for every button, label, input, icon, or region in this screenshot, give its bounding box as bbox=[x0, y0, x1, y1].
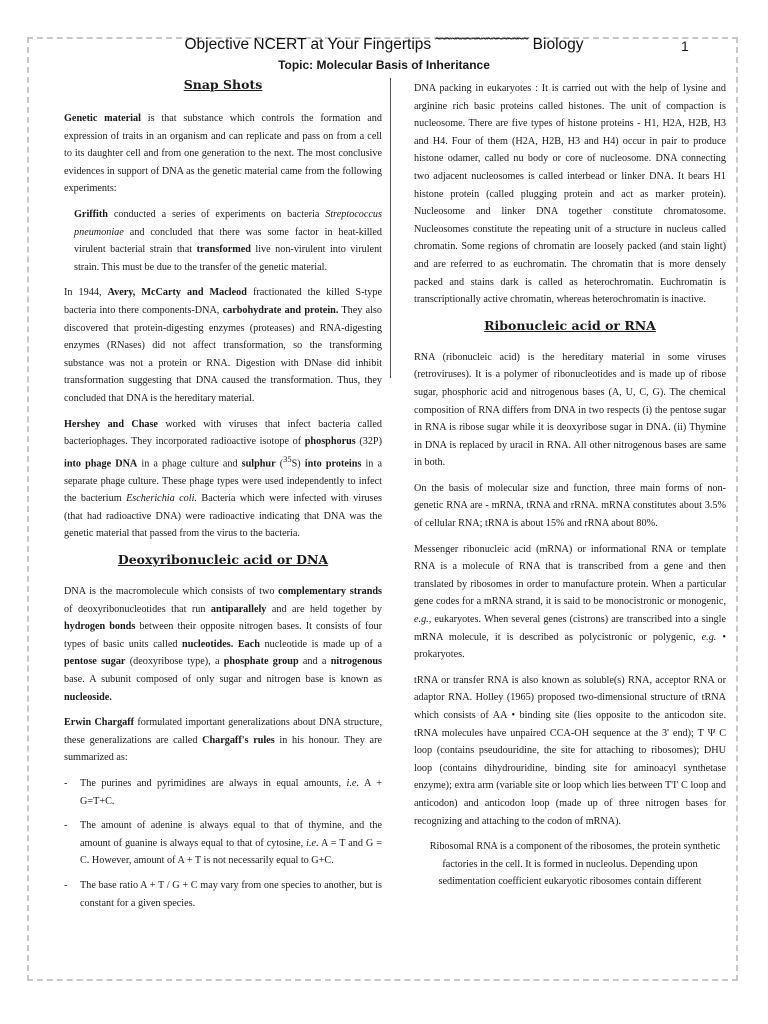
chargaff-paragraph: Erwin Chargaff formulated important generalizations about DNA structure, these generalizations are called Chargaff's rules in his honour. They are summarized as: bbox=[64, 717, 382, 764]
list-item: - The amount of adenine is always equal to that of thymine, and the amount of guanine is always equal to that of cytosine, i.e. A = T and G = C. However, amount of A + T is not necessarily equal to G+C. bbox=[64, 817, 382, 870]
dna-heading: Deoxyribonucleic acid or DNA bbox=[117, 552, 329, 568]
mrna-paragraph: Messenger ribonucleic acid (mRNA) or informational RNA or template RNA is a molecule of RNA that is transcribed from a gene and then translated by ribosomes in order to manufacture protein. When a particular gene codes for a mRNA strand, it is said to be monocistronic or monogenic, e.g., eukaryotes. When several genes (cistrons) are transcribed into a single mRNA molecule, it is described as polycistronic or polygenic, e.g. • prokaryotes. bbox=[414, 543, 726, 661]
right-column bbox=[414, 80, 726, 899]
chargaff-rules-list bbox=[64, 775, 382, 912]
griffith-paragraph: Griffith conducted a series of experiments on bacteria Streptococcus pneumoniae and concluded that there was some factor in heat-killed virulent bacterial strain that transformed live non-virulent into virulent strain. This must be due to the transfer of the genetic material. bbox=[74, 208, 382, 273]
rrna-paragraph: Ribosomal RNA is a component of the ribosomes, the protein synthetic factories in the cell. It is formed in nucleolus. Depending upon sedimentation coefficient eukaryotic ribosomes contain different bbox=[429, 841, 721, 888]
page-number: 1 bbox=[681, 38, 689, 54]
rna-heading: Ribonucleic acid or RNA bbox=[484, 317, 656, 333]
trna-paragraph: tRNA or transfer RNA is also known as soluble(s) RNA, acceptor RNA or adaptor RNA. Holley (1965) proposed two-dimensional structure of tRNA which consists of AA • binding site (lies opposite to the anticodon site. tRNA molecules have unpaired CCA-OH sequence at the 3' end); T Ψ C loop (contains pseudouridine, the site for attaching to ribosomes); DHU loop (contains dihydrouridine, binding site for aminoacyl synthetase enzyme); extra arm (variable site or loop which lies between T'I' C loop and anticodon) and anticodon loop (made up of three nitrogen bases for recognizing and attaching to the codon of mRNA). bbox=[414, 674, 726, 827]
left-column bbox=[64, 74, 382, 919]
list-item: - The base ratio A + T / G + C may vary from one species to another, but is constant for a given species. bbox=[64, 877, 382, 912]
avery-paragraph: In 1944, Avery, McCarty and Macleod fractionated the killed S-type bacteria into there components-DNA, carbohydrate and protein. They also discovered that protein-digesting enzymes (proteases) and RNA-digesting enzymes (RNases) did not affect transformation, so the transforming substance was not a protein or RNA. Digestion with DNase did inhibit transformation suggesting that DNA caused the transformation. Thus, they concluded that DNA is the hereditary material. bbox=[64, 287, 383, 404]
genetic-material-term: Genetic material bbox=[64, 113, 141, 124]
genetic-material-paragraph: Genetic material is that substance which controls the formation and expression of traits in an organism and can replicate and pass on from a cell to its daughter cell and from one generation to the next. The most conclusive evidences in support of DNA as the genetic material came from the following experiments: bbox=[64, 113, 382, 195]
topic-heading: Topic: Molecular Basis of Inheritance bbox=[278, 58, 490, 72]
snap-shots-heading: Snap Shots bbox=[183, 77, 263, 92]
dna-paragraph: DNA is the macromolecule which consists of two complementary strands of deoxyribonucleotides that run antiparallely and are held together by hydrogen bonds between their opposite nitrogen bases. It consists of four types of basic units called nucleotides. Each nucleotide is made up of a pentose sugar (deoxyribose type), a phosphate group and a nitrogenous base. A subunit composed of only sugar and nitrogen base is known as nucleoside. bbox=[64, 586, 383, 703]
dna-packing-paragraph: DNA packing in eukaryotes : It is carried out with the help of lysine and arginine rich basic proteins called histones. The unit of compaction is nucleosome. There are five types of histone proteins - H1, H2A, H2B, H3 and H4. Four of them (H2A, H2B, H3 and H4) occur in pair to produce histone odamer, called nu body or core of nucleosome. DNA connecting two adjacent nucleosomes is called interbead or linker DNA. It bears H1 histone protein (called plugging protein and act as marker protein). Nucleosome and linker DNA together constitute chromatosome. Nucleosomes constitute the repeating unit of a structure in nucleus called chromatin. Some regions of chromatin are loosely packed (and stain light) and are referred to as euchromatin. The chromatin that is more densely packed and stains dark is called as heterochromatin. Euchromatin is transcriptionally active chromatin, whereas heterochromatin is inactive. bbox=[414, 83, 726, 306]
rna-forms-paragraph: On the basis of molecular size and function, three main forms of non-genetic RNA are - mRNA, tRNA and rRNA. mRNA constitutes about 3.5% of cellular RNA; tRNA is about 15% and rRNA about 80%. bbox=[414, 482, 726, 530]
book-title: Objective NCERT at Your Fingertips ˜˜˜˜˜˜˜˜˜˜˜˜˜˜˜˜˜˜ Biology bbox=[184, 36, 584, 53]
hershey-chase-paragraph: Hershey and Chase worked with viruses that infect bacteria called bacteriophages. They incorporated radioactive isotope of phosphorus (32P) into phage DNA in a phage culture and sulphur ($^{35}$S) into proteins in a separate phage culture. These phage types were used independently to infect the bacterium Escherichia coli. Bacteria which were infected with viruses (that had radioactive DNA) were radioactive indicating that DNA was the genetic material that passed from the virus to the bacteria. bbox=[64, 418, 383, 540]
rna-paragraph: RNA (ribonucleic acid) is the hereditary material in some viruses (retroviruses). It is a polymer of ribonucleotides and is made up of ribose sugar, phosphoric acid and nitrogenous bases (A, U, C, G). The chemical composition of RNA differs from DNA in two respects (i) the pentose sugar in RNA is ribose sugar while it is deoxyribose sugar in DNA. (ii) Thymine in DNA is replaced by uracil in RNA. All other nitrogenous bases are same in both. bbox=[414, 351, 726, 469]
column-divider bbox=[390, 78, 391, 378]
list-item: - The purines and pyrimidines are always in equal amounts, i.e. A + G=T+C. bbox=[64, 775, 382, 810]
